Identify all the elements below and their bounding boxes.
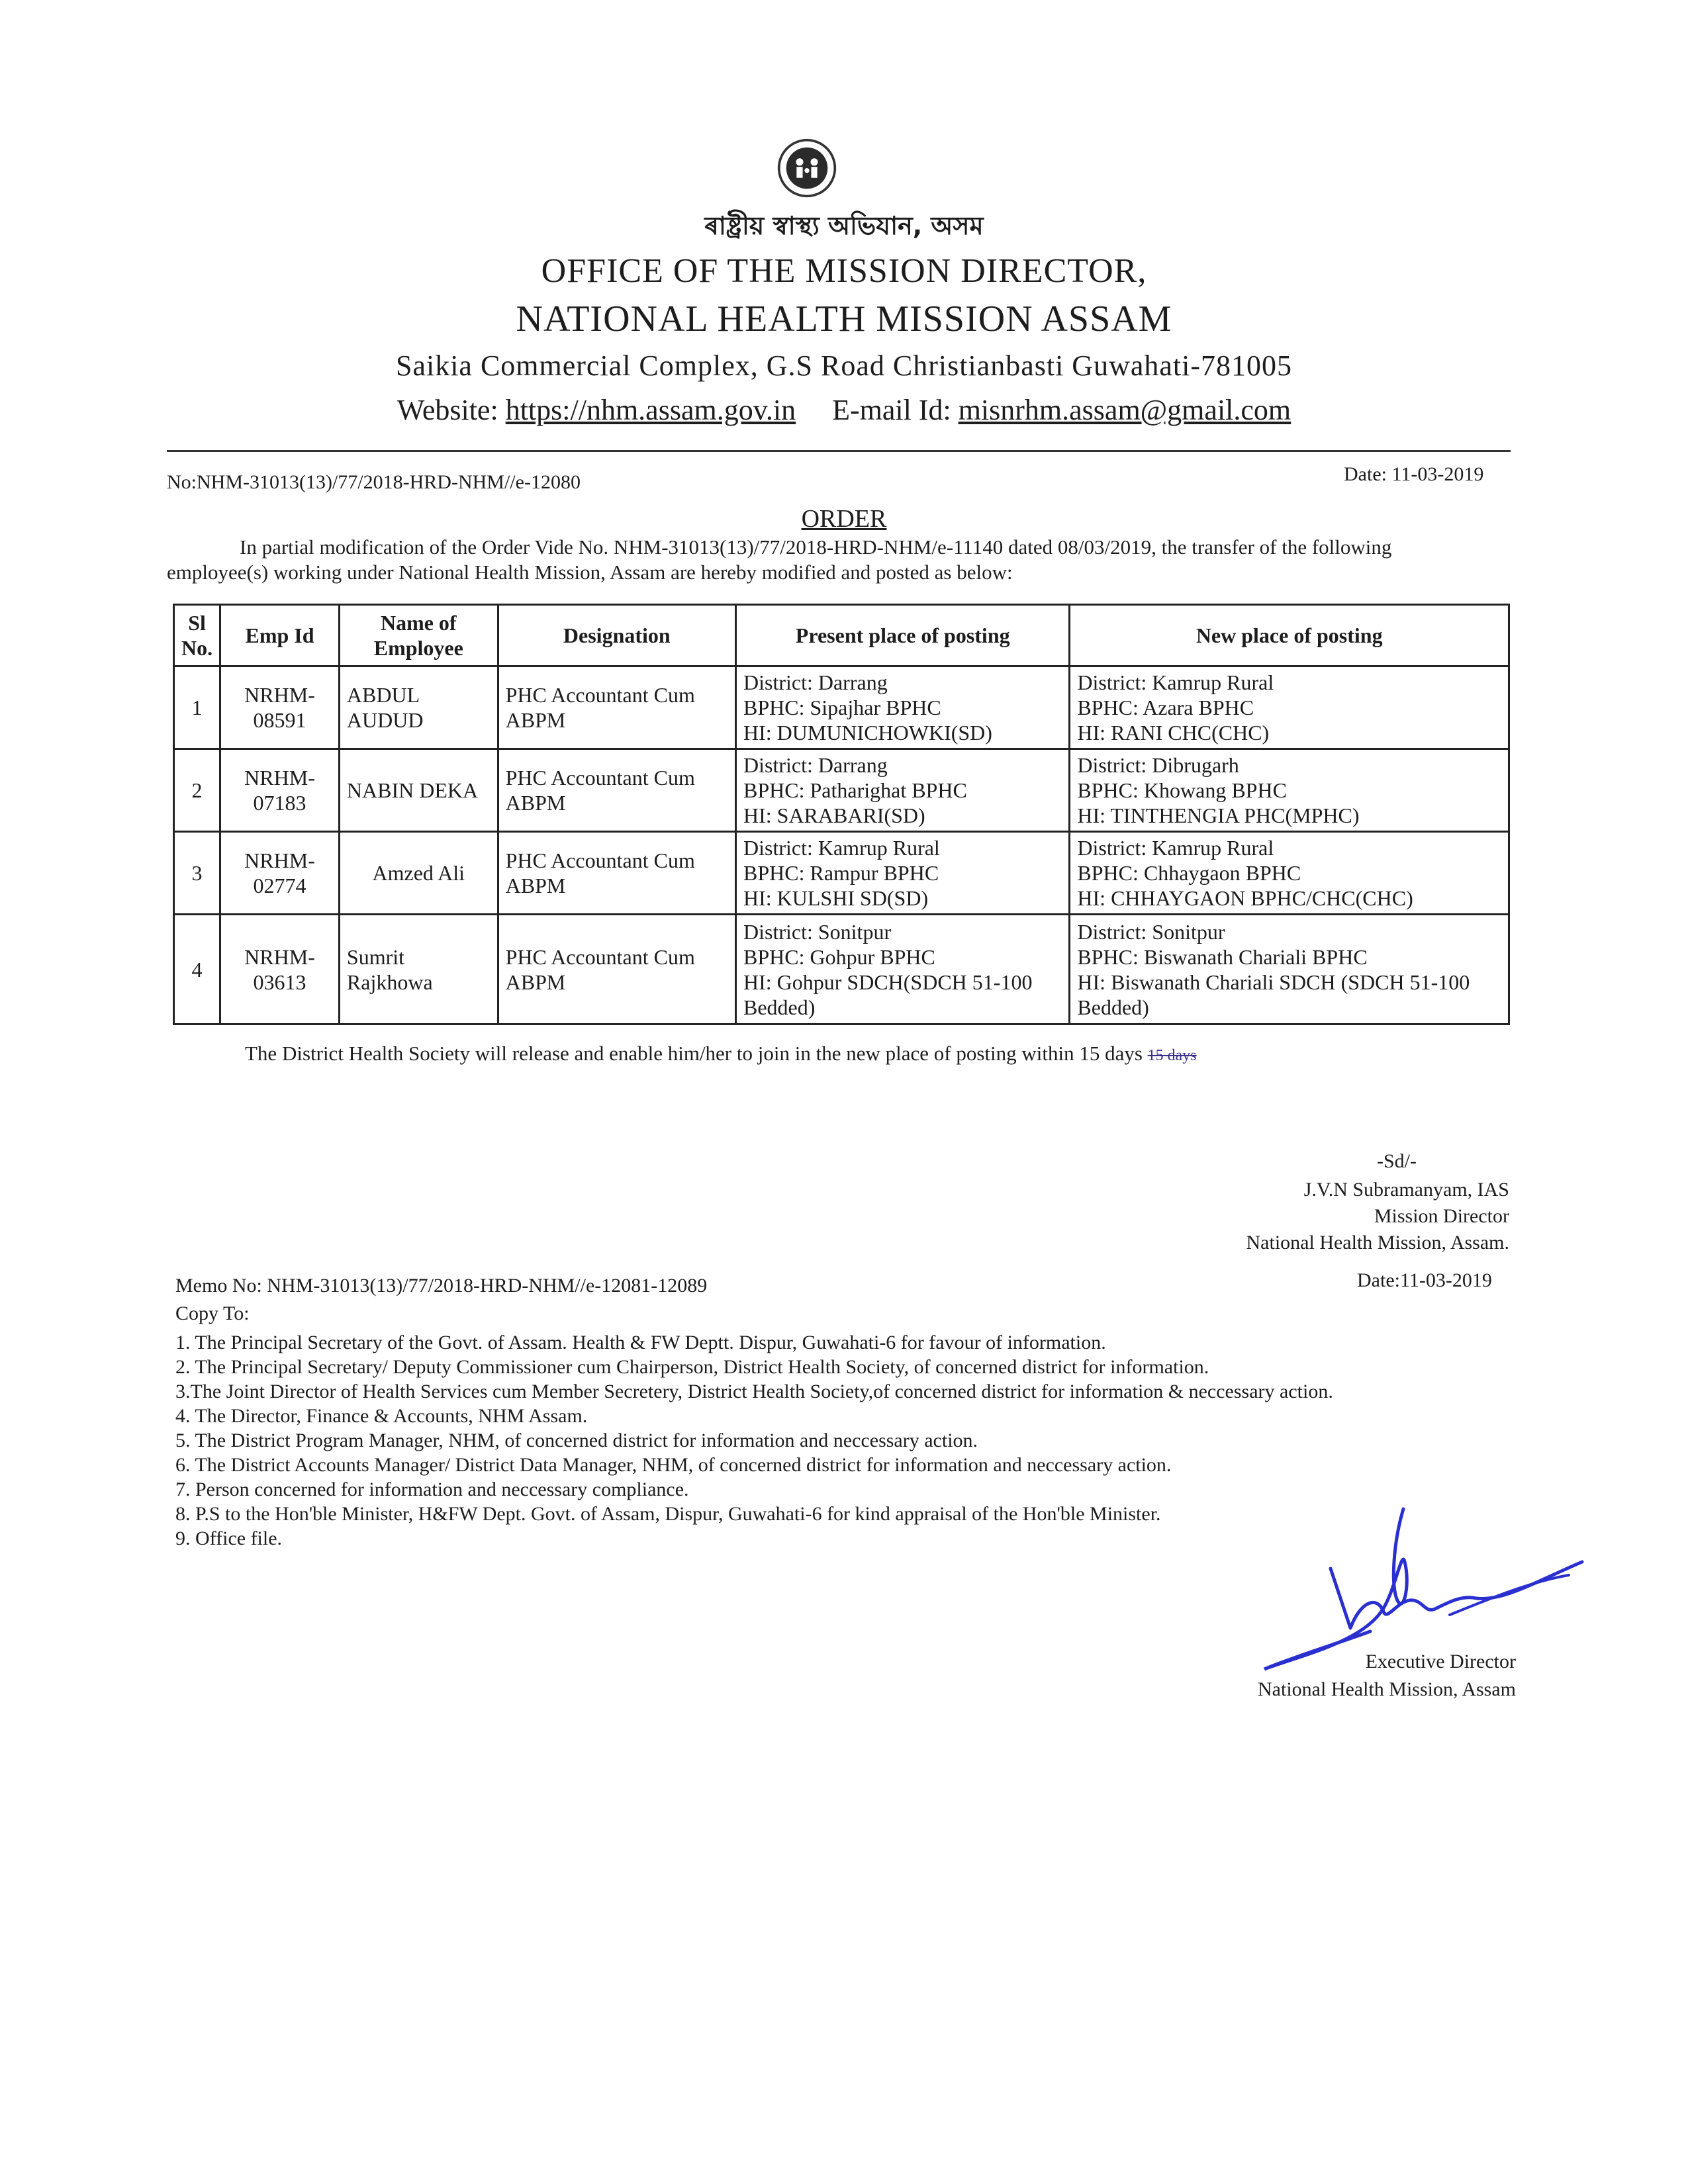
- copy-to-label: Copy To:: [175, 1302, 250, 1324]
- present-hi: HI: SARABARI(SD): [743, 803, 925, 827]
- table-row: [174, 915, 1509, 1024]
- struck-out-text: 15 days: [1147, 1047, 1197, 1064]
- signature-stroke: [1264, 1509, 1407, 1669]
- new-hi: HI: TINTHENGIA PHC(MPHC): [1077, 803, 1360, 827]
- table-row: [174, 749, 1509, 832]
- list-item: 5. The District Program Manager, NHM, of concerned district for information and neccessary action.: [175, 1430, 978, 1451]
- release-note-text: The District Health Society will release and enable him/her to join in the new place of posting within 15 days: [245, 1042, 1143, 1065]
- header-divider: [167, 450, 1511, 452]
- cell-name: Sumrit Rajkhowa: [339, 915, 498, 1024]
- new-hi: HI: Biswanath Chariali SDCH (SDCH 51-100 Bedded): [1077, 970, 1470, 1019]
- new-district: District: Dibrugarh: [1077, 753, 1239, 777]
- present-bphc: BPHC: Sipajhar BPHC: [743, 696, 941, 719]
- column-header-emp-id: Emp Id: [220, 605, 340, 666]
- cell-new-posting: [1070, 666, 1509, 749]
- present-hi: HI: Gohpur SDCH(SDCH 51-100 Bedded): [743, 970, 1033, 1019]
- executive-title: Executive Director: [1365, 1651, 1516, 1672]
- email-link[interactable]: misnrhm.assam@gmail.com: [958, 394, 1291, 426]
- present-district: District: Darrang: [743, 670, 888, 694]
- signatory-title: Mission Director: [1374, 1205, 1509, 1227]
- list-item: 2. The Principal Secretary/ Deputy Commissioner cum Chairperson, District Health Society, of concerned district for information.: [175, 1356, 1209, 1378]
- present-bphc: BPHC: Rampur BPHC: [743, 861, 939, 885]
- list-item: 6. The District Accounts Manager/ District Data Manager, NHM, of concerned district for information and neccessary action.: [175, 1454, 1172, 1476]
- new-bphc: BPHC: Chhaygaon BPHC: [1077, 861, 1301, 885]
- cell-designation: PHC Accountant Cum ABPM: [498, 832, 735, 915]
- cell-emp-id: NRHM-08591: [220, 666, 340, 749]
- present-hi: HI: DUMUNICHOWKI(SD): [743, 721, 992, 745]
- list-item: 4. The Director, Finance & Accounts, NHM Assam.: [175, 1405, 588, 1427]
- memo-date: Date:11-03-2019: [1357, 1269, 1492, 1291]
- mission-director-block: [1205, 1177, 1509, 1256]
- cell-emp-id: NRHM-02774: [220, 832, 340, 915]
- order-intro: In partial modification of the Order Vide No. NHM-31013(13)/77/2018-HRD-NHM/e-11140 dated 08/03/2019, the transfer of the following employee(s) working under National Health Mission, Assam are hereby modified and posted as below:: [167, 535, 1392, 584]
- new-district: District: Sonitpur: [1077, 919, 1225, 944]
- signature-stroke: [1331, 1562, 1582, 1628]
- order-reference-number: No:NHM-31013(13)/77/2018-HRD-NHM//e-12080: [167, 471, 581, 493]
- cell-designation: PHC Accountant Cum ABPM: [498, 915, 735, 1024]
- cell-emp-id: NRHM-03613: [220, 915, 340, 1024]
- release-note: [245, 1042, 1197, 1066]
- cell-sl: 1: [174, 666, 220, 749]
- executive-organisation: National Health Mission, Assam: [1258, 1678, 1516, 1700]
- column-header-present-posting: Present place of posting: [735, 605, 1069, 666]
- cell-new-posting: [1070, 749, 1509, 832]
- website-link[interactable]: https://nhm.assam.gov.in: [505, 394, 796, 426]
- table-row: [174, 832, 1509, 915]
- cell-new-posting: [1070, 832, 1509, 915]
- present-district: District: Sonitpur: [743, 919, 892, 944]
- office-address: Saikia Commercial Complex, G.S Road Christianbasti Guwahati-781005: [395, 349, 1293, 382]
- cell-present-posting: [735, 666, 1069, 749]
- list-item: 8. P.S to the Hon'ble Minister, H&FW Dept. Govt. of Assam, Dispur, Guwahati-6 for kind appraisal of the Hon'ble Minister.: [175, 1503, 1161, 1525]
- new-hi: HI: CHHAYGAON BPHC/CHC(CHC): [1077, 886, 1413, 910]
- assamese-title: ৰাষ্ট্ৰীয় স্বাস্থ্য অভিযান, অসম: [704, 211, 984, 240]
- new-district: District: Kamrup Rural: [1077, 670, 1274, 694]
- cell-designation: PHC Accountant Cum ABPM: [498, 666, 735, 749]
- cell-sl: 2: [174, 749, 220, 832]
- signatory-name: J.V.N Subramanyam, IAS: [1303, 1179, 1509, 1201]
- cell-present-posting: [735, 915, 1069, 1024]
- nhm-logo-icon: [776, 138, 837, 199]
- column-header-name: Name of Employee: [339, 605, 498, 666]
- cell-emp-id: NRHM-07183: [220, 749, 340, 832]
- office-heading: OFFICE OF THE MISSION DIRECTOR,: [541, 252, 1147, 290]
- new-bphc: BPHC: Biswanath Chariali BPHC: [1077, 944, 1368, 969]
- cell-new-posting: [1070, 915, 1509, 1024]
- column-header-new-posting: New place of posting: [1070, 605, 1509, 666]
- present-district: District: Kamrup Rural: [743, 836, 940, 860]
- list-item: 7. Person concerned for information and neccessary compliance.: [175, 1479, 689, 1500]
- table-header-row: [174, 605, 1509, 666]
- column-header-designation: Designation: [498, 605, 735, 666]
- executive-director-block: [1205, 1648, 1516, 1704]
- new-district: District: Kamrup Rural: [1077, 836, 1274, 860]
- cell-present-posting: [735, 832, 1069, 915]
- present-bphc: BPHC: Gohpur BPHC: [743, 944, 935, 969]
- cell-name: NABIN DEKA: [339, 749, 498, 832]
- contact-line: [0, 393, 1688, 427]
- list-item: 3.The Joint Director of Health Services cum Member Secretery, District Health Society,of concerned district for information & neccessary action.: [175, 1381, 1333, 1402]
- cell-sl: 3: [174, 832, 220, 915]
- mission-heading: NATIONAL HEALTH MISSION ASSAM: [516, 298, 1172, 340]
- signed-mark: -Sd/-: [1377, 1150, 1417, 1172]
- website-label: Website:: [397, 394, 498, 426]
- cell-name: ABDUL AUDUD: [339, 666, 498, 749]
- table-row: [174, 666, 1509, 749]
- posting-table: [173, 604, 1510, 1025]
- email-label: E-mail Id:: [832, 394, 951, 426]
- cell-name: Amzed Ali: [339, 832, 498, 915]
- list-item: 1. The Principal Secretary of the Govt. of Assam. Health & FW Deptt. Dispur, Guwahati-6 for favour of information.: [175, 1332, 1106, 1353]
- order-title: ORDER: [801, 505, 887, 533]
- order-date: Date: 11-03-2019: [1344, 463, 1484, 485]
- column-header-sl: Sl No.: [174, 605, 220, 666]
- present-bphc: BPHC: Patharighat BPHC: [743, 778, 967, 802]
- new-bphc: BPHC: Azara BPHC: [1077, 696, 1254, 719]
- signatory-organisation: National Health Mission, Assam.: [1246, 1232, 1509, 1253]
- cell-designation: PHC Accountant Cum ABPM: [498, 749, 735, 832]
- present-hi: HI: KULSHI SD(SD): [743, 886, 929, 910]
- present-district: District: Darrang: [743, 753, 888, 777]
- cell-sl: 4: [174, 915, 220, 1024]
- memo-number: Memo No: NHM-31013(13)/77/2018-HRD-NHM//e-12081-12089: [175, 1275, 708, 1297]
- cell-present-posting: [735, 749, 1069, 832]
- list-item: 9. Office file.: [175, 1527, 283, 1549]
- new-bphc: BPHC: Khowang BPHC: [1077, 778, 1287, 802]
- new-hi: HI: RANI CHC(CHC): [1077, 721, 1270, 745]
